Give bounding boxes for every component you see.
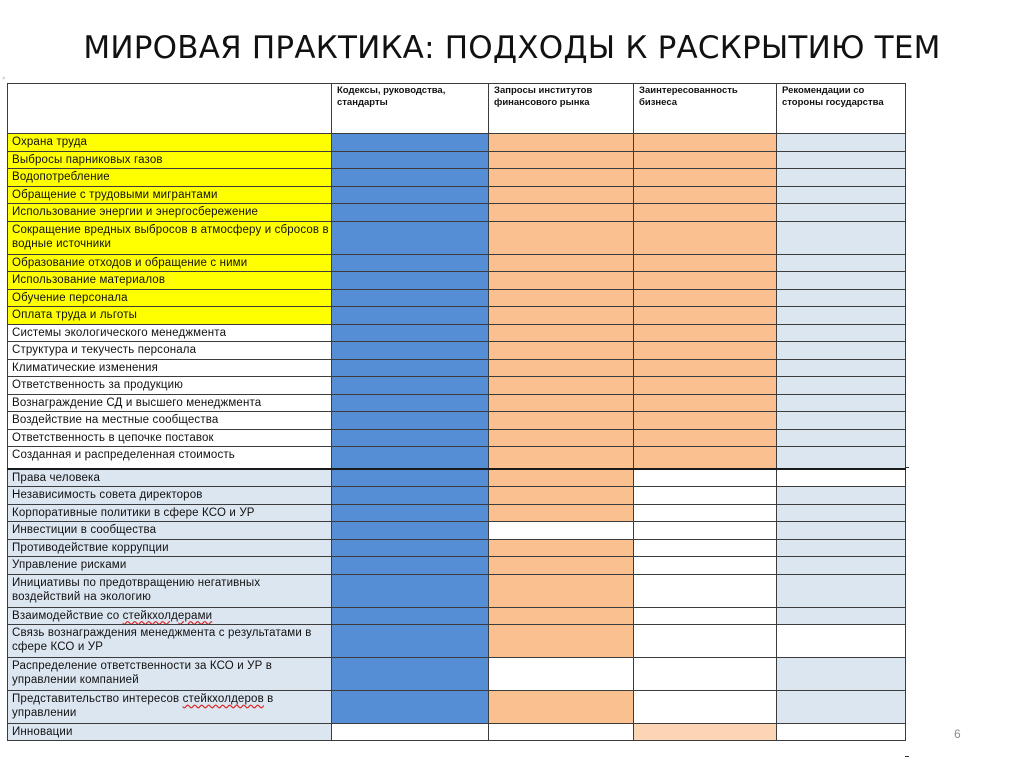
cell-financial-requests	[489, 607, 634, 625]
cell-financial-requests	[489, 221, 634, 254]
cell-government-recommendations	[777, 447, 906, 470]
row-label: Оплата труда и льготы	[8, 307, 332, 325]
cell-financial-requests	[489, 342, 634, 360]
divider-tick	[905, 756, 909, 757]
table-row	[8, 469, 906, 487]
cell-government-recommendations	[777, 359, 906, 377]
cell-government-recommendations	[777, 186, 906, 204]
cell-codes	[332, 204, 489, 222]
column-header-financial-requests: Запросы институтов финансового рынка	[489, 84, 634, 134]
cell-government-recommendations	[777, 487, 906, 505]
cell-codes	[332, 289, 489, 307]
cell-government-recommendations	[777, 204, 906, 222]
column-header-government-recommendations: Рекомендации со стороны государства	[777, 84, 906, 134]
cell-codes	[332, 658, 489, 691]
cell-business-interest	[634, 574, 777, 607]
cell-government-recommendations	[777, 394, 906, 412]
corner-mark: ⁴	[2, 76, 6, 83]
cell-business-interest	[634, 134, 777, 152]
cell-business-interest	[634, 504, 777, 522]
cell-government-recommendations	[777, 254, 906, 272]
table-row	[8, 342, 906, 360]
cell-financial-requests	[489, 724, 634, 741]
cell-government-recommendations	[777, 691, 906, 724]
row-label: Связь вознаграждения менеджмента с результатами в сфере КСО и УР	[8, 625, 332, 658]
cell-business-interest	[634, 625, 777, 658]
row-label: Инициативы по предотвращению негативных воздействий на экологию	[8, 574, 332, 607]
column-header-topic	[8, 84, 332, 134]
cell-government-recommendations	[777, 539, 906, 557]
cell-codes	[332, 504, 489, 522]
cell-codes	[332, 254, 489, 272]
row-label: Охрана труда	[8, 134, 332, 152]
cell-government-recommendations	[777, 522, 906, 540]
cell-business-interest	[634, 204, 777, 222]
cell-business-interest	[634, 254, 777, 272]
table-row	[8, 607, 906, 625]
row-label: Взаимодействие со стейкхолдерами	[8, 607, 332, 625]
table-row	[8, 504, 906, 522]
cell-financial-requests	[489, 254, 634, 272]
cell-government-recommendations	[777, 289, 906, 307]
cell-financial-requests	[489, 289, 634, 307]
slide-title: МИРОВАЯ ПРАКТИКА: ПОДХОДЫ К РАСКРЫТИЮ ТЕМ	[83, 30, 941, 66]
cell-business-interest	[634, 658, 777, 691]
cell-government-recommendations	[777, 504, 906, 522]
row-label: Использование материалов	[8, 272, 332, 290]
cell-business-interest	[634, 272, 777, 290]
row-label: Инвестиции в сообщества	[8, 522, 332, 540]
table-row	[8, 412, 906, 430]
row-label: Корпоративные политики в сфере КСО и УР	[8, 504, 332, 522]
cell-financial-requests	[489, 625, 634, 658]
cell-financial-requests	[489, 272, 634, 290]
cell-government-recommendations	[777, 625, 906, 658]
table-row	[8, 447, 906, 470]
cell-business-interest	[634, 342, 777, 360]
cell-financial-requests	[489, 204, 634, 222]
cell-financial-requests	[489, 324, 634, 342]
cell-codes	[332, 469, 489, 487]
row-label: Образование отходов и обращение с ними	[8, 254, 332, 272]
table-row	[8, 221, 906, 254]
cell-codes	[332, 169, 489, 187]
row-label: Инновации	[8, 724, 332, 741]
cell-codes	[332, 625, 489, 658]
cell-government-recommendations	[777, 151, 906, 169]
cell-financial-requests	[489, 169, 634, 187]
cell-codes	[332, 487, 489, 505]
table-row	[8, 377, 906, 395]
cell-business-interest	[634, 724, 777, 741]
cell-business-interest	[634, 307, 777, 325]
cell-financial-requests	[489, 307, 634, 325]
cell-government-recommendations	[777, 134, 906, 152]
cell-financial-requests	[489, 377, 634, 395]
table-header-row	[8, 84, 906, 134]
cell-codes	[332, 412, 489, 430]
cell-government-recommendations	[777, 412, 906, 430]
cell-codes	[332, 324, 489, 342]
table-row	[8, 539, 906, 557]
cell-business-interest	[634, 607, 777, 625]
row-label: Ответственность за продукцию	[8, 377, 332, 395]
cell-codes	[332, 607, 489, 625]
table-row	[8, 151, 906, 169]
row-label: Воздействие на местные сообщества	[8, 412, 332, 430]
cell-financial-requests	[489, 186, 634, 204]
row-label: Выбросы парниковых газов	[8, 151, 332, 169]
table-row	[8, 574, 906, 607]
cell-financial-requests	[489, 504, 634, 522]
cell-financial-requests	[489, 522, 634, 540]
cell-financial-requests	[489, 574, 634, 607]
table-row	[8, 625, 906, 658]
cell-codes	[332, 539, 489, 557]
table-row	[8, 186, 906, 204]
cell-government-recommendations	[777, 342, 906, 360]
cell-codes	[332, 447, 489, 470]
row-label: Структура и текучесть персонала	[8, 342, 332, 360]
cell-business-interest	[634, 447, 777, 470]
cell-codes	[332, 342, 489, 360]
cell-financial-requests	[489, 151, 634, 169]
cell-business-interest	[634, 151, 777, 169]
cell-codes	[332, 134, 489, 152]
cell-government-recommendations	[777, 221, 906, 254]
cell-business-interest	[634, 186, 777, 204]
cell-business-interest	[634, 377, 777, 395]
row-label: Системы экологического менеджмента	[8, 324, 332, 342]
table-row	[8, 394, 906, 412]
cell-codes	[332, 307, 489, 325]
cell-business-interest	[634, 691, 777, 724]
divider-tick	[905, 467, 909, 468]
cell-codes	[332, 724, 489, 741]
cell-business-interest	[634, 557, 777, 575]
table-row	[8, 272, 906, 290]
table-row	[8, 658, 906, 691]
table-row	[8, 254, 906, 272]
row-label: Климатические изменения	[8, 359, 332, 377]
table-row	[8, 429, 906, 447]
cell-financial-requests	[489, 394, 634, 412]
cell-financial-requests	[489, 134, 634, 152]
cell-codes	[332, 221, 489, 254]
cell-business-interest	[634, 324, 777, 342]
row-label: Созданная и распределенная стоимость	[8, 447, 332, 470]
cell-codes	[332, 574, 489, 607]
cell-business-interest	[634, 522, 777, 540]
cell-business-interest	[634, 169, 777, 187]
cell-business-interest	[634, 539, 777, 557]
cell-codes	[332, 394, 489, 412]
column-header-business-interest: Заинтересованность бизнеса	[634, 84, 777, 134]
cell-codes	[332, 272, 489, 290]
cell-codes	[332, 359, 489, 377]
cell-government-recommendations	[777, 324, 906, 342]
row-label: Обращение с трудовыми мигрантами	[8, 186, 332, 204]
row-label: Противодействие коррупции	[8, 539, 332, 557]
cell-government-recommendations	[777, 169, 906, 187]
table-row	[8, 691, 906, 724]
cell-financial-requests	[489, 412, 634, 430]
cell-financial-requests	[489, 658, 634, 691]
cell-government-recommendations	[777, 307, 906, 325]
row-label: Обучение персонала	[8, 289, 332, 307]
table-row	[8, 359, 906, 377]
cell-business-interest	[634, 429, 777, 447]
cell-codes	[332, 377, 489, 395]
cell-financial-requests	[489, 359, 634, 377]
table-row	[8, 522, 906, 540]
cell-codes	[332, 522, 489, 540]
row-label: Представительство интересов стейкхолдеров в управлении	[8, 691, 332, 724]
cell-business-interest	[634, 469, 777, 487]
table-row	[8, 487, 906, 505]
cell-business-interest	[634, 394, 777, 412]
spellcheck-underline: стейкхолдерами	[122, 609, 213, 622]
cell-financial-requests	[489, 691, 634, 724]
cell-financial-requests	[489, 447, 634, 470]
row-label: Независимость совета директоров	[8, 487, 332, 505]
cell-government-recommendations	[777, 557, 906, 575]
cell-financial-requests	[489, 429, 634, 447]
table-row	[8, 557, 906, 575]
page-number: 6	[954, 727, 961, 741]
row-label: Вознаграждение СД и высшего менеджмента	[8, 394, 332, 412]
table-row	[8, 134, 906, 152]
cell-codes	[332, 557, 489, 575]
cell-financial-requests	[489, 557, 634, 575]
table-row	[8, 307, 906, 325]
cell-government-recommendations	[777, 724, 906, 741]
cell-government-recommendations	[777, 574, 906, 607]
row-label: Использование энергии и энергосбережение	[8, 204, 332, 222]
cell-government-recommendations	[777, 607, 906, 625]
row-label: Сокращение вредных выбросов в атмосферу и сбросов в водные источники	[8, 221, 332, 254]
cell-business-interest	[634, 359, 777, 377]
cell-business-interest	[634, 289, 777, 307]
cell-financial-requests	[489, 539, 634, 557]
column-header-codes: Кодексы, руководства, стандарты	[332, 84, 489, 134]
cell-government-recommendations	[777, 429, 906, 447]
table-row	[8, 169, 906, 187]
cell-government-recommendations	[777, 469, 906, 487]
row-label: Распределение ответственности за КСО и УР в управлении компанией	[8, 658, 332, 691]
row-label: Права человека	[8, 469, 332, 487]
table-body	[8, 134, 906, 741]
row-label: Управление рисками	[8, 557, 332, 575]
table-row	[8, 324, 906, 342]
cell-financial-requests	[489, 469, 634, 487]
table-row	[8, 289, 906, 307]
cell-codes	[332, 691, 489, 724]
cell-codes	[332, 429, 489, 447]
cell-financial-requests	[489, 487, 634, 505]
disclosure-matrix-table	[7, 83, 906, 741]
table-row	[8, 724, 906, 741]
row-label: Ответственность в цепочке поставок	[8, 429, 332, 447]
cell-business-interest	[634, 412, 777, 430]
cell-codes	[332, 151, 489, 169]
table-row	[8, 204, 906, 222]
cell-government-recommendations	[777, 272, 906, 290]
cell-codes	[332, 186, 489, 204]
cell-government-recommendations	[777, 658, 906, 691]
cell-business-interest	[634, 221, 777, 254]
spellcheck-underline: стейкхолдеров	[182, 693, 264, 705]
row-label: Водопотребление	[8, 169, 332, 187]
cell-business-interest	[634, 487, 777, 505]
cell-government-recommendations	[777, 377, 906, 395]
